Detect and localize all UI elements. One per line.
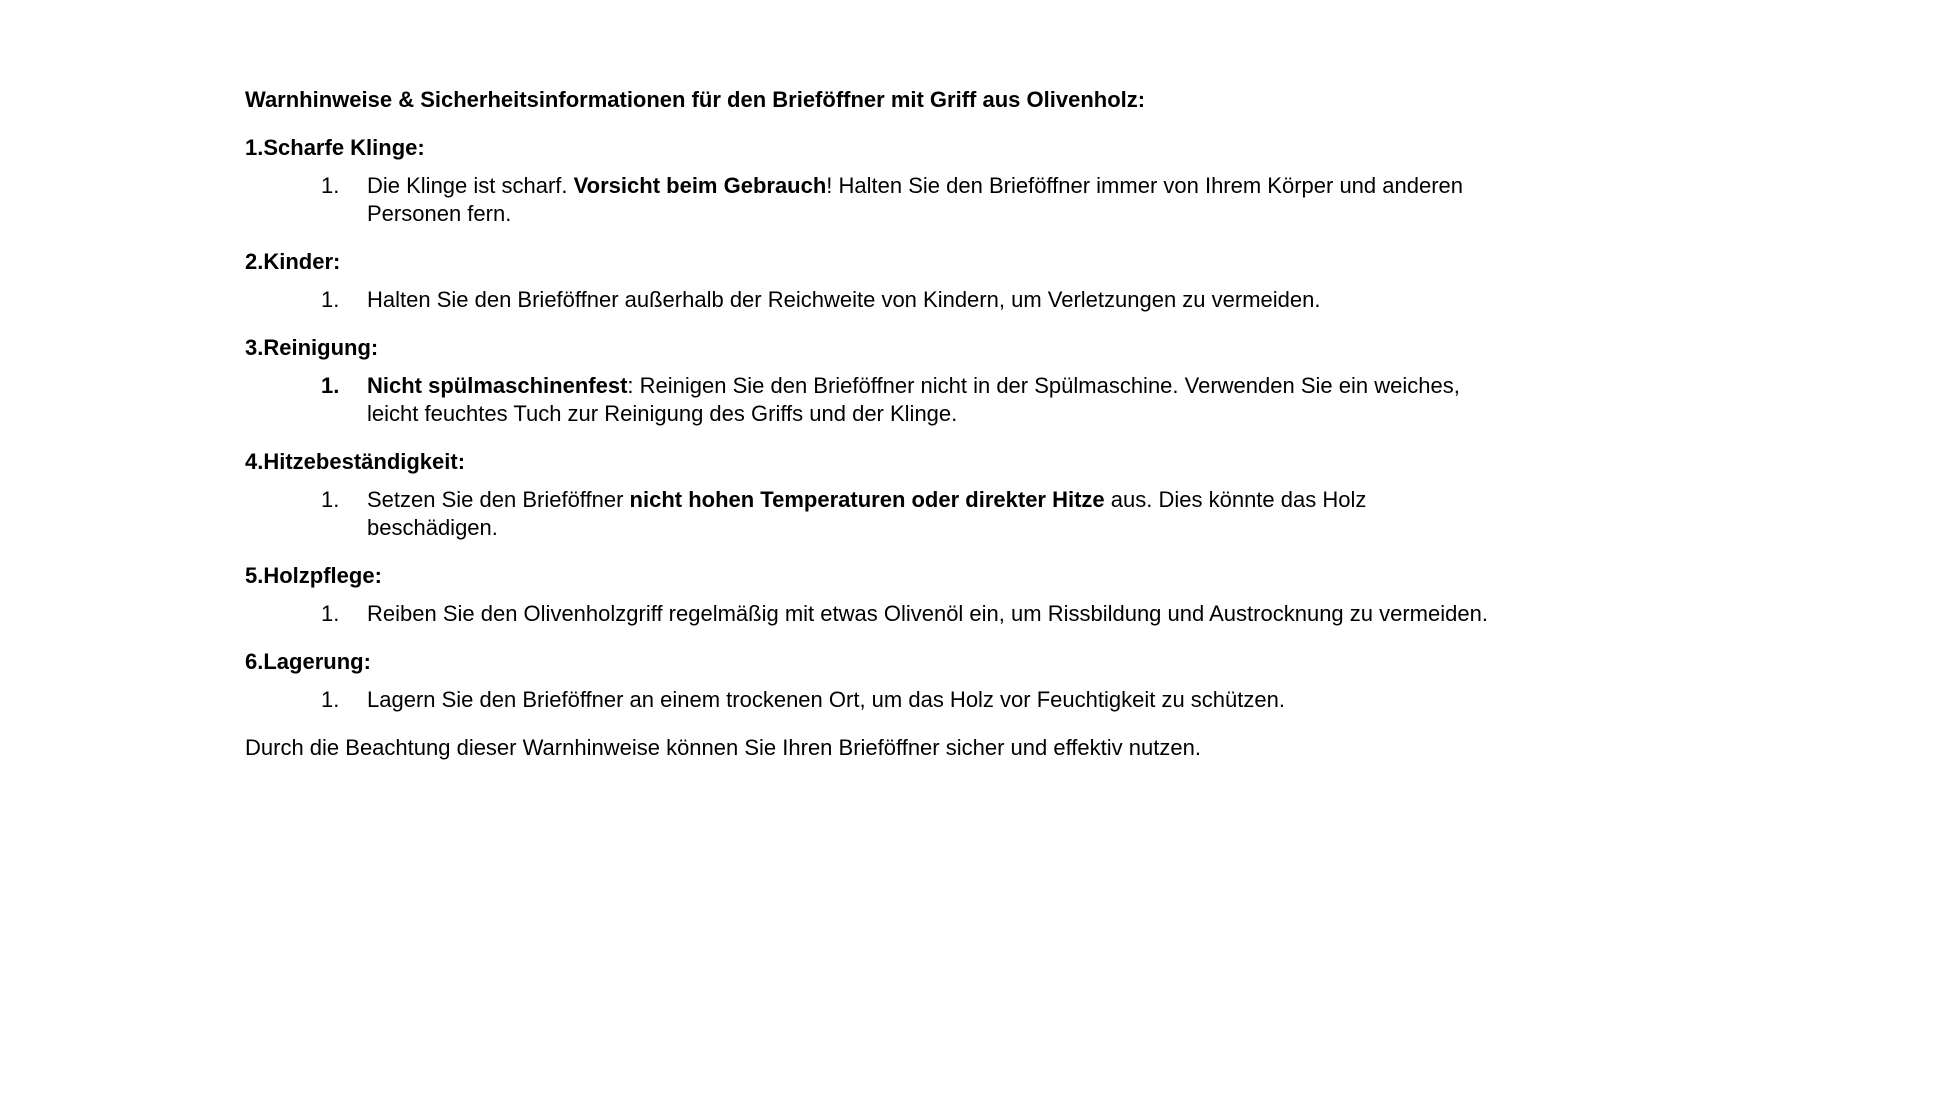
section-sharp-blade	[245, 134, 1565, 228]
closing-paragraph: Durch die Beachtung dieser Warnhinweise können Sie Ihren Brieföffner sicher und effektiv nutzen.	[245, 735, 1201, 760]
list-item	[245, 372, 1497, 428]
section-heading: 3.Reinigung:	[245, 335, 379, 360]
list-item-bold-text: nicht hohen Temperaturen oder direkter Hitze	[629, 487, 1105, 512]
section-children	[245, 248, 1565, 314]
list-item-text: ! Halten Sie den Brieföffner immer von Ihrem Körper und anderen Personen fern.	[367, 173, 1464, 226]
list-item-bold-text: Vorsicht beim Gebrauch	[573, 173, 827, 198]
list-item-bold-text: Nicht spülmaschinenfest	[367, 373, 628, 398]
list-item-number: 1.	[321, 687, 340, 712]
list-item-text: : Reinigen Sie den Brieföffner nicht in der Spülmaschine. Verwenden Sie ein weiches, leicht feuchtes Tuch zur Reinigung des Griffs und der Klinge.	[367, 373, 1460, 426]
section-heat-resistance	[245, 448, 1565, 542]
list-item	[245, 486, 1497, 542]
list-item-text: Lagern Sie den Brieföffner an einem trockenen Ort, um das Holz vor Feuchtigkeit zu schützen.	[367, 687, 1285, 712]
list-item-number: 1.	[321, 373, 340, 398]
list-item-text: Die Klinge ist scharf.	[367, 173, 574, 198]
list-item-number: 1.	[321, 601, 340, 626]
section-heading: 4.Hitzebeständigkeit:	[245, 449, 466, 474]
list-item-number: 1.	[321, 287, 340, 312]
section-heading: 1.Scharfe Klinge:	[245, 135, 425, 160]
section-cleaning	[245, 334, 1565, 428]
list-item-text: aus. Dies könnte das Holz beschädigen.	[367, 487, 1367, 540]
section-heading: 6.Lagerung:	[245, 649, 371, 674]
document-title: Warnhinweise & Sicherheitsinformationen für den Brieföffner mit Griff aus Olivenholz:	[245, 87, 1146, 112]
section-heading: 5.Holzpflege:	[245, 563, 382, 588]
list-item	[245, 172, 1497, 228]
section-wood-care	[245, 562, 1565, 628]
section-storage	[245, 648, 1565, 714]
list-item	[245, 286, 1497, 314]
list-item-text: Halten Sie den Brieföffner außerhalb der Reichweite von Kindern, um Verletzungen zu vermeiden.	[367, 287, 1321, 312]
list-item-number: 1.	[321, 173, 340, 198]
section-heading: 2.Kinder:	[245, 249, 341, 274]
list-item-number: 1.	[321, 487, 340, 512]
document-body	[245, 86, 1565, 762]
list-item-text: Reiben Sie den Olivenholzgriff regelmäßig mit etwas Olivenöl ein, um Rissbildung und Austrocknung zu vermeiden.	[367, 601, 1488, 626]
list-item	[245, 600, 1497, 628]
list-item	[245, 686, 1497, 714]
list-item-text: Setzen Sie den Brieföffner	[367, 487, 630, 512]
